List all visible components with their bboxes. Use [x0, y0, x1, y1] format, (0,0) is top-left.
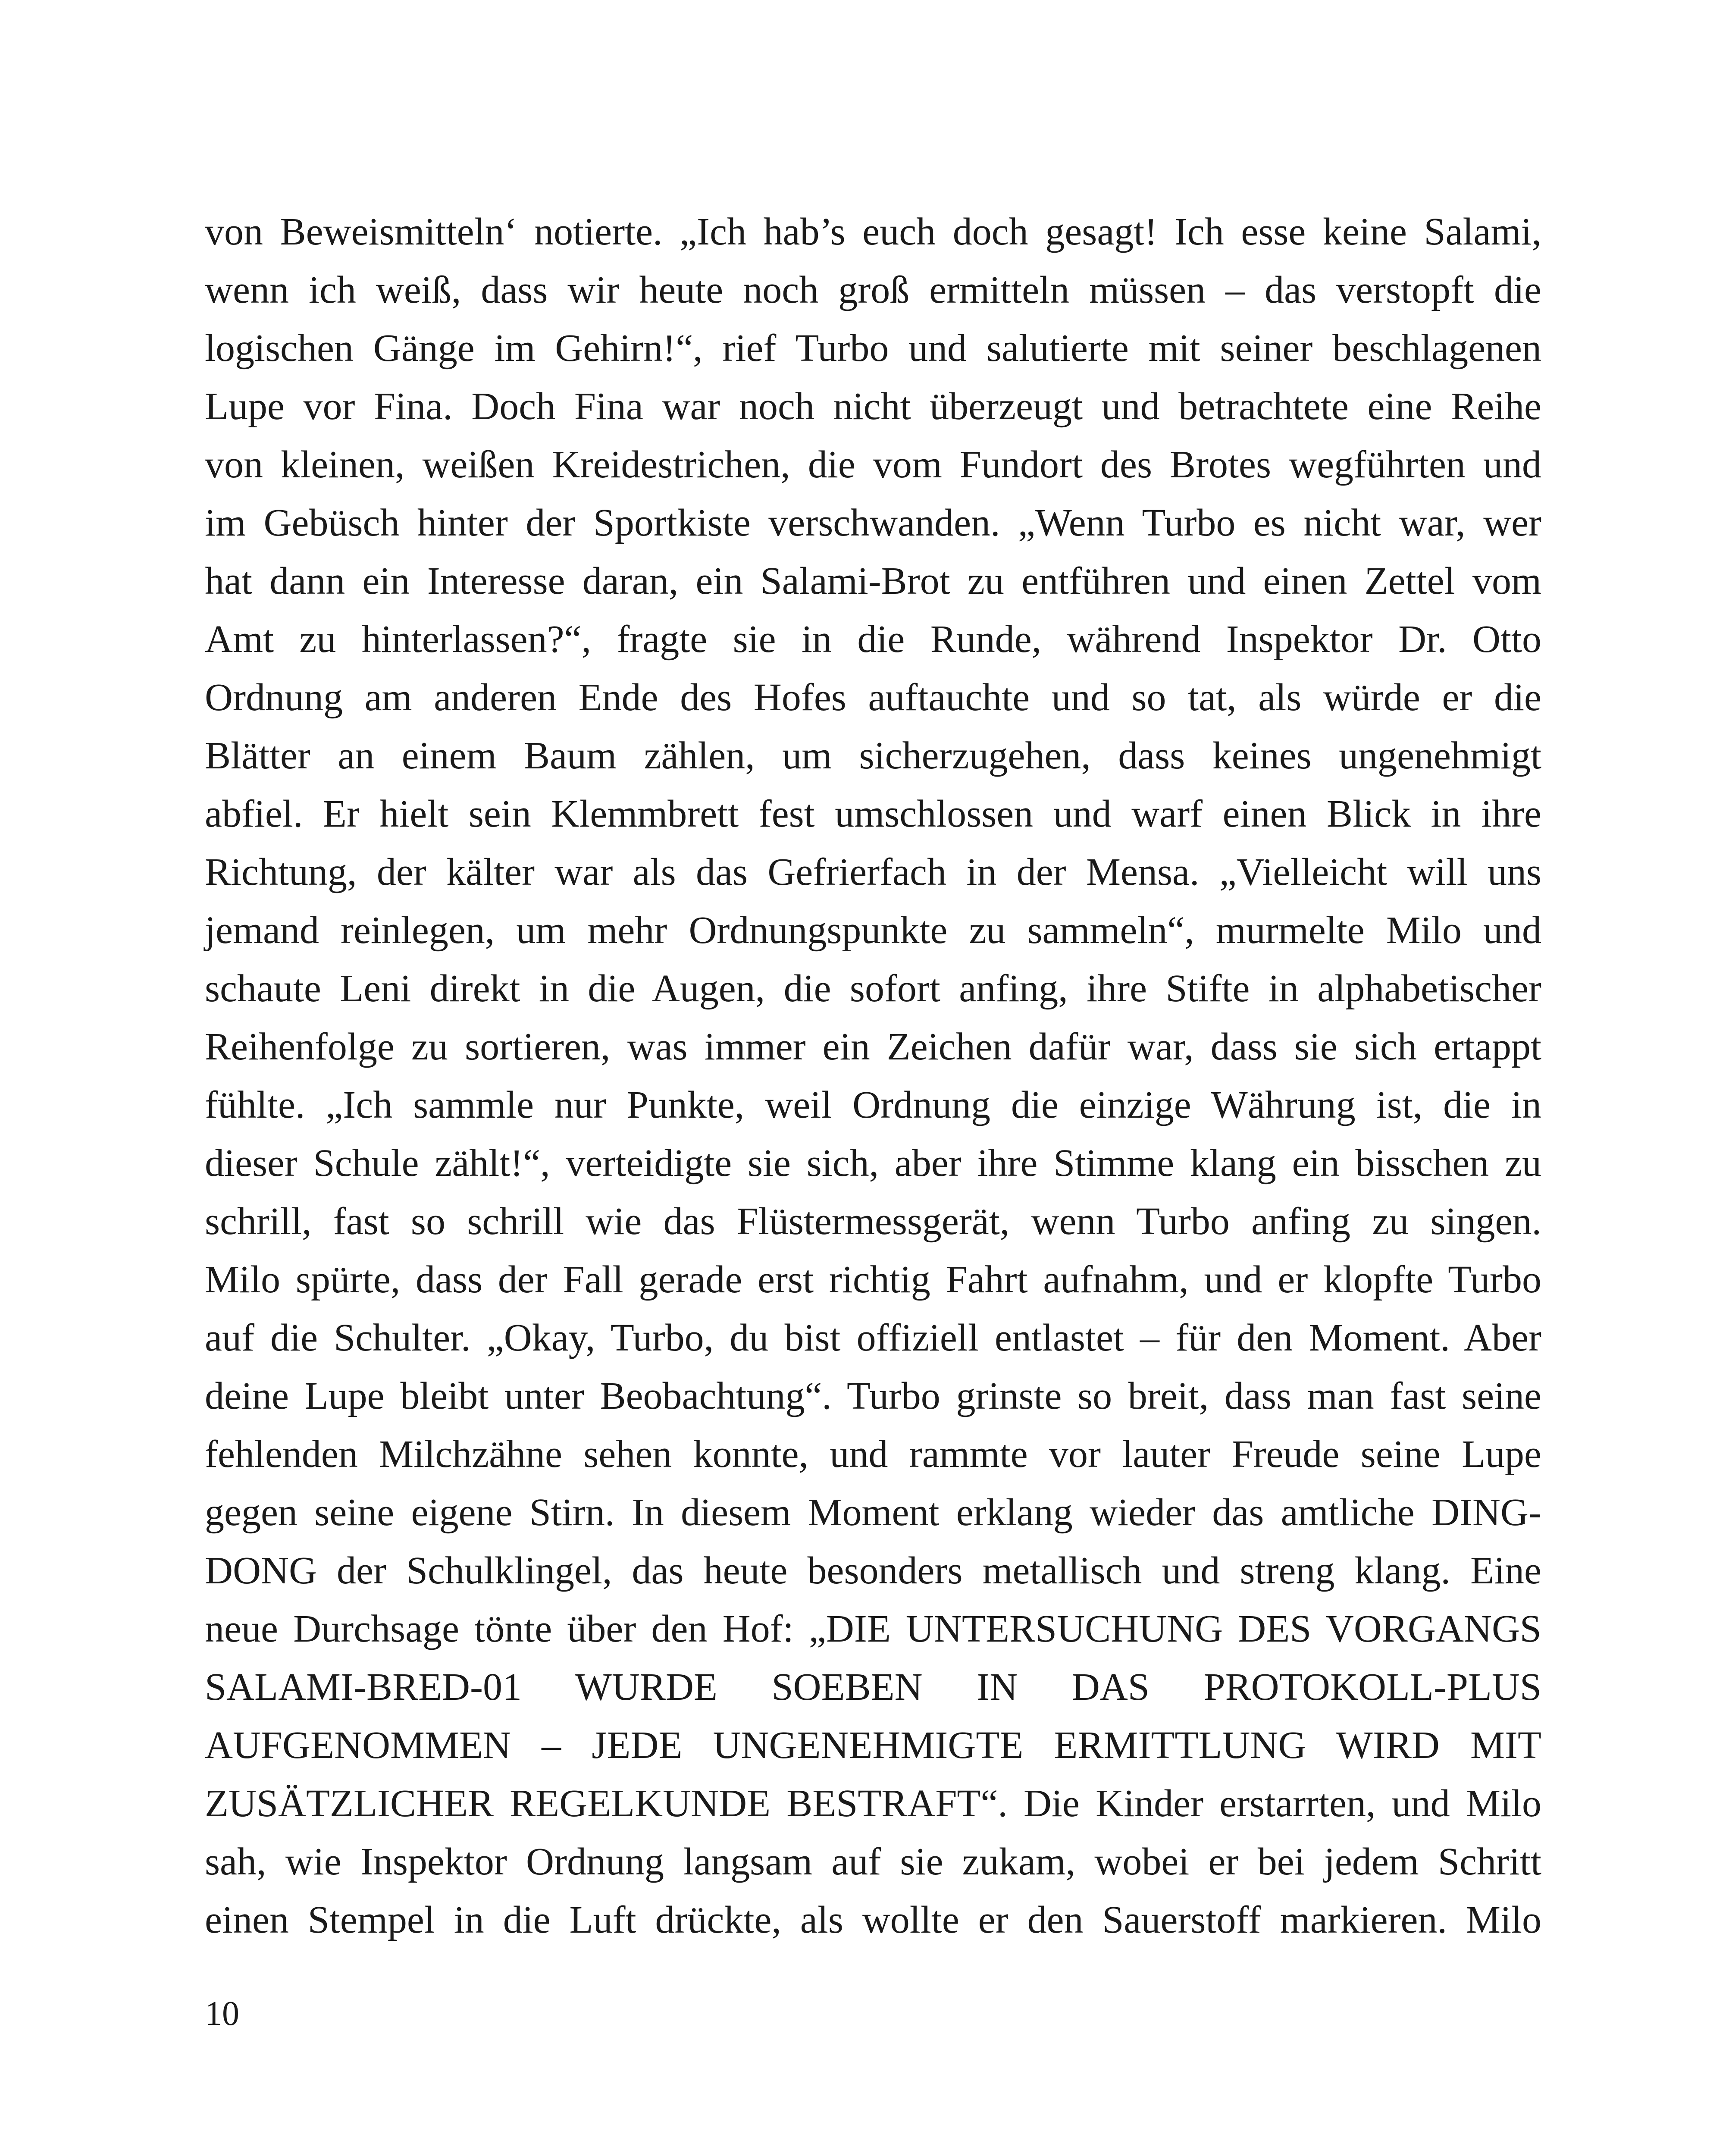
text-line: jemand reinlegen, um mehr Ordnungspunkte zu sammeln“, murmelte Milo und: [205, 909, 1541, 952]
text-line: logischen Gänge im Gehirn!“, rief Turbo und salutierte mit seiner beschlagenen: [205, 327, 1541, 370]
text-line: deine Lupe bleibt unter Beobachtung“. Turbo grinste so breit, dass man fast seine: [205, 1375, 1541, 1417]
text-line: Blätter an einem Baum zählen, um sicherzugehen, dass keines ungenehmigt: [205, 734, 1541, 777]
text-line: fühlte. „Ich sammle nur Punkte, weil Ordnung die einzige Währung ist, die in: [205, 1084, 1541, 1126]
text-line: abfiel. Er hielt sein Klemmbrett fest umschlossen und warf einen Blick in ihre: [205, 793, 1541, 835]
text-line: Lupe vor Fina. Doch Fina war noch nicht überzeugt und betrachtete eine Reihe: [205, 385, 1541, 428]
text-line: sah, wie Inspektor Ordnung langsam auf sie zukam, wobei er bei jedem Schritt: [205, 1840, 1541, 1883]
text-line: ZUSÄTZLICHER REGELKUNDE BESTRAFT“. Die Kinder erstarrten, und Milo: [205, 1782, 1541, 1825]
text-line: schrill, fast so schrill wie das Flüstermessgerät, wenn Turbo anfing zu singen.: [205, 1200, 1541, 1243]
text-line: Richtung, der kälter war als das Gefrierfach in der Mensa. „Vielleicht will uns: [205, 851, 1541, 893]
text-line: von Beweismitteln‘ notierte. „Ich hab’s euch doch gesagt! Ich esse keine Salami,: [205, 210, 1541, 253]
text-line: wenn ich weiß, dass wir heute noch groß ermitteln müssen – das verstopft die: [205, 269, 1541, 311]
text-line: schaute Leni direkt in die Augen, die sofort anfing, ihre Stifte in alphabetischer: [205, 967, 1541, 1010]
text-line: im Gebüsch hinter der Sportkiste verschwanden. „Wenn Turbo es nicht war, wer: [205, 501, 1541, 544]
text-line: von kleinen, weißen Kreidestrichen, die vom Fundort des Brotes wegführten und: [205, 443, 1541, 486]
text-line: AUFGENOMMEN – JEDE UNGENEHMIGTE ERMITTLUNG WIRD MIT: [205, 1724, 1541, 1767]
text-line: fehlenden Milchzähne sehen konnte, und rammte vor lauter Freude seine Lupe: [205, 1433, 1541, 1476]
text-line: hat dann ein Interesse daran, ein Salami-Brot zu entführen und einen Zettel vom: [205, 560, 1541, 602]
text-line: Milo spürte, dass der Fall gerade erst richtig Fahrt aufnahm, und er klopfte Turbo: [205, 1258, 1541, 1301]
text-line: einen Stempel in die Luft drückte, als wollte er den Sauerstoff markieren. Milo: [205, 1899, 1541, 1941]
text-line: DONG der Schulklingel, das heute besonders metallisch und streng klang. Eine: [205, 1549, 1541, 1592]
text-line: Amt zu hinterlassen?“, fragte sie in die Runde, während Inspektor Dr. Otto: [205, 618, 1541, 661]
text-line: Reihenfolge zu sortieren, was immer ein Zeichen dafür war, dass sie sich ertappt: [205, 1025, 1541, 1068]
text-line: dieser Schule zählt!“, verteidigte sie sich, aber ihre Stimme klang ein bisschen zu: [205, 1142, 1541, 1185]
text-line: neue Durchsage tönte über den Hof: „DIE UNTERSUCHUNG DES VORGANGS: [205, 1608, 1541, 1650]
text-line: SALAMI-BRED-01 WURDE SOEBEN IN DAS PROTOKOLL-PLUS: [205, 1666, 1541, 1708]
text-line: gegen seine eigene Stirn. In diesem Moment erklang wieder das amtliche DING-: [205, 1491, 1541, 1534]
page-number: 10: [205, 1995, 239, 2033]
text-line: auf die Schulter. „Okay, Turbo, du bist offiziell entlastet – für den Moment. Aber: [205, 1316, 1541, 1359]
body-text: [205, 203, 1541, 1949]
text-line: Ordnung am anderen Ende des Hofes auftauchte und so tat, als würde er die: [205, 676, 1541, 719]
